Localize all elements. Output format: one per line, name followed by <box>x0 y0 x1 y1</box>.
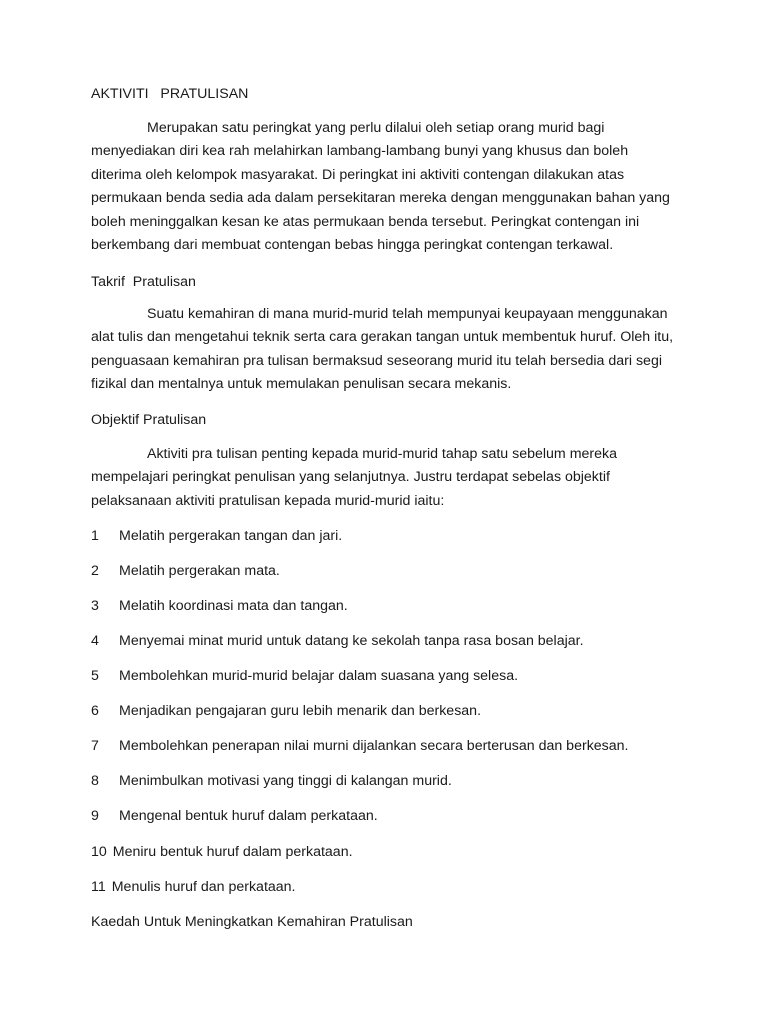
list-item-text: Membolehkan murid-murid belajar dalam suasana yang selesa. <box>119 668 519 684</box>
list-item-text: Melatih koordinasi mata dan tangan. <box>119 598 348 614</box>
objektif-paragraph <box>91 443 691 513</box>
takrif-line: fizikal dan mentalnya untuk memulakan penulisan secara mekanis. <box>91 376 512 393</box>
list-item-number: 9 <box>91 808 99 824</box>
list-item-number: 7 <box>91 738 99 754</box>
list-item-text: Mengenal bentuk huruf dalam perkataan. <box>119 808 378 824</box>
list-item-number: 6 <box>91 703 99 719</box>
list-item-number: 3 <box>91 598 99 614</box>
list-item-number: 4 <box>91 633 99 649</box>
takrif-line: alat tulis dan mengetahui teknik serta cara gerakan tangan untuk membentuk huruf. Oleh itu, <box>91 329 674 346</box>
list-item <box>91 877 296 897</box>
objektif-line: pelaksanaan aktiviti pratulisan kepada murid-murid iaitu: <box>91 492 445 509</box>
list-item <box>91 842 353 862</box>
list-item-text: Menimbulkan motivasi yang tinggi di kalangan murid. <box>119 773 452 789</box>
list-item-text: Melatih pergerakan tangan dan jari. <box>119 528 343 544</box>
intro-line: boleh meninggalkan kesan ke atas permukaan benda tersebut. Peringkat contengan ini <box>91 213 640 230</box>
list-item <box>91 666 518 686</box>
takrif-heading: Takrif Pratulisan <box>91 274 196 290</box>
takrif-paragraph <box>91 303 691 397</box>
document-title: AKTIVITI PRATULISAN <box>91 86 249 102</box>
kaedah-heading: Kaedah Untuk Meningkatkan Kemahiran Pratulisan <box>91 914 413 930</box>
takrif-line: Suatu kemahiran di mana murid-murid telah mempunyai keupayaan menggunakan <box>147 306 668 322</box>
intro-paragraph <box>91 117 691 257</box>
list-item <box>91 631 584 651</box>
list-item <box>91 526 342 546</box>
list-item-number: 11 <box>91 879 106 895</box>
list-item <box>91 596 348 616</box>
list-item <box>91 701 481 721</box>
intro-line: permukaan benda sedia ada dalam persekitaran mereka dengan menggunakan bahan yang <box>91 190 670 207</box>
list-item <box>91 561 280 581</box>
objektif-heading: Objektif Pratulisan <box>91 412 207 428</box>
list-item-text: Meniru bentuk huruf dalam perkataan. <box>112 844 353 860</box>
intro-line: menyediakan diri kea rah melahirkan lambang-lambang bunyi yang khusus dan boleh <box>91 143 629 160</box>
objektif-line: Aktiviti pra tulisan penting kepada murid-murid tahap satu sebelum mereka <box>147 446 618 462</box>
list-item-text: Menulis huruf dan perkataan. <box>111 879 296 895</box>
intro-line: berkembang dari membuat contengan bebas hingga peringkat contengan terkawal. <box>91 237 614 254</box>
list-item-text: Melatih pergerakan mata. <box>119 563 280 579</box>
list-item-number: 2 <box>91 563 99 579</box>
list-item <box>91 771 452 791</box>
list-item-text: Membolehkan penerapan nilai murni dijalankan secara berterusan dan berkesan. <box>119 738 629 754</box>
list-item-text: Menjadikan pengajaran guru lebih menarik dan berkesan. <box>119 703 482 719</box>
list-item-number: 1 <box>91 528 99 544</box>
intro-line: diterima oleh kelompok masyarakat. Di peringkat ini aktiviti contengan dilakukan atas <box>91 166 625 183</box>
intro-line: Merupakan satu peringkat yang perlu dilalui oleh setiap orang murid bagi <box>147 120 605 136</box>
takrif-line: penguasaan kemahiran pra tulisan bermaksud seseorang murid itu telah bersedia dari segi <box>91 352 662 369</box>
list-item-number: 10 <box>91 844 107 860</box>
list-item <box>91 806 378 826</box>
list-item-text: Menyemai minat murid untuk datang ke sekolah tanpa rasa bosan belajar. <box>119 633 584 649</box>
objektif-line: mempelajari peringkat penulisan yang selanjutnya. Justru terdapat sebelas objektif <box>91 469 610 486</box>
list-item-number: 8 <box>91 773 99 789</box>
list-item <box>91 736 629 756</box>
list-item-number: 5 <box>91 668 99 684</box>
